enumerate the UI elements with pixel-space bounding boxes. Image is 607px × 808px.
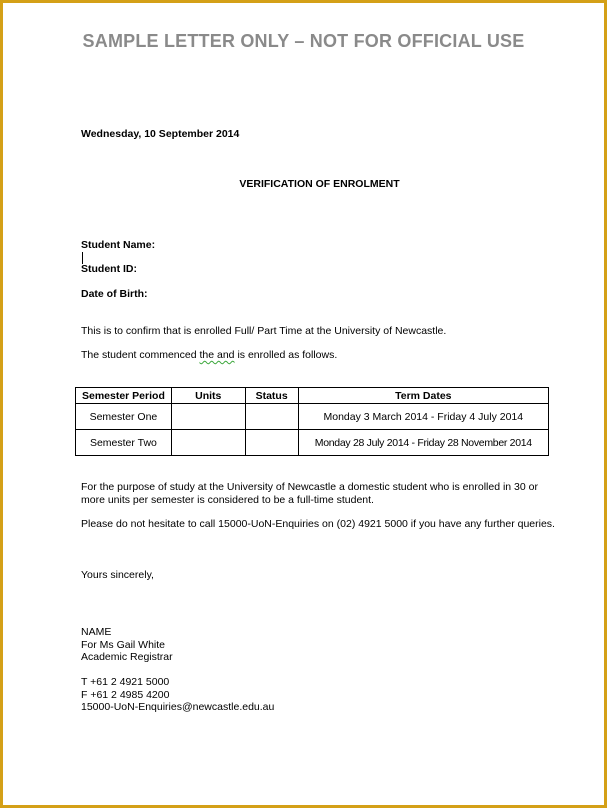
signatory-title: Academic Registrar (81, 651, 173, 663)
cell-semester: Semester One (76, 404, 172, 430)
letter-heading: VERIFICATION OF ENROLMENT (239, 178, 400, 190)
cell-semester: Semester Two (76, 430, 172, 456)
confirmation-paragraph: This is to confirm that is enrolled Full/ Part Time at the University of Newcastle. (81, 325, 447, 337)
contact-fax: F +61 2 4985 4200 (81, 688, 170, 701)
signature-spacer (81, 664, 274, 677)
header-semester-period: Semester Period (76, 388, 172, 404)
enrolment-table (75, 387, 549, 456)
table-row (76, 404, 549, 430)
watermark-title: SAMPLE LETTER ONLY – NOT FOR OFFICIAL USE (82, 31, 525, 51)
signatory-name: NAME (81, 626, 112, 638)
signatory-on-behalf: For Ms Gail White (81, 638, 166, 651)
commenced-text-start: The student commenced (81, 349, 200, 361)
cell-term-dates: Monday 28 July 2014 - Friday 28 November 2014 (298, 430, 548, 456)
contact-phone: T +61 2 4921 5000 (81, 676, 170, 688)
full-time-paragraph: For the purpose of study at the University of Newcastle a domestic student who is enrolled in 30 or more units per semester is considered to be a full-time student. (81, 481, 538, 506)
student-name-label: Student Name: (81, 239, 156, 251)
commenced-text-end: is enrolled as follows. (234, 349, 338, 361)
closing-line: Yours sincerely, (81, 569, 154, 581)
contact-email: 15000-UoN-Enquiries@newcastle.edu.au (81, 701, 275, 713)
letter-date: Wednesday, 10 September 2014 (81, 128, 240, 140)
cell-units (171, 404, 245, 430)
cell-units (171, 430, 245, 456)
cell-status (245, 404, 298, 430)
date-of-birth-label: Date of Birth: (81, 288, 148, 300)
student-id-label: Student ID: (81, 263, 137, 275)
header-units: Units (171, 388, 245, 404)
contact-paragraph: Please do not hesitate to call 15000-UoN-Enquiries on (02) 4921 5000 if you have any further queries. (81, 518, 555, 530)
cell-status (245, 430, 298, 456)
header-term-dates: Term Dates (298, 388, 548, 404)
header-status: Status (245, 388, 298, 404)
table-row (76, 430, 549, 456)
commenced-paragraph (81, 349, 337, 361)
table-header-row (76, 388, 549, 404)
cell-term-dates: Monday 3 March 2014 - Friday 4 July 2014 (298, 404, 548, 430)
spellcheck-marked-text: the and (199, 349, 235, 361)
signature-block (81, 626, 274, 714)
